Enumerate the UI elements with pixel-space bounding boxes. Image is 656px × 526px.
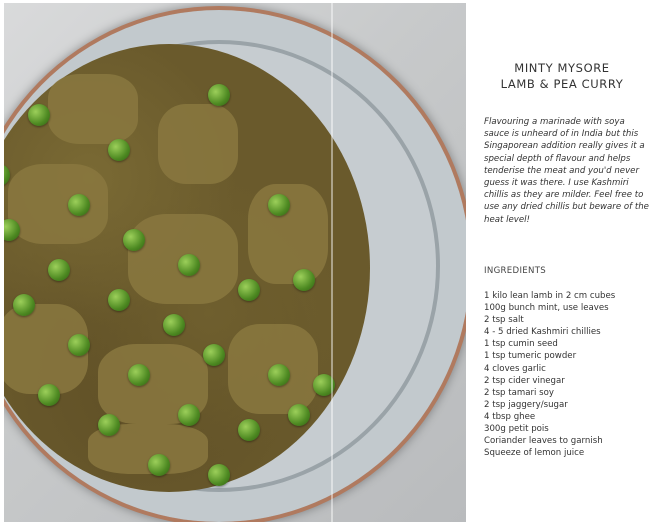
ingredient-item: 4 cloves garlic — [484, 363, 546, 374]
ingredients-list — [484, 290, 615, 459]
ingredient-item: 2 tsp tamari soy — [484, 387, 554, 398]
ingredient-item: 2 tsp salt — [484, 315, 524, 326]
ingredient-item: 1 tsp tumeric powder — [484, 351, 577, 362]
recipe-title — [476, 60, 648, 92]
recipe-title-line-2: LAMB & PEA CURRY — [500, 77, 624, 91]
bowl — [4, 6, 466, 522]
ingredient-item: 1 kilo lean lamb in 2 cm cubes — [484, 291, 616, 301]
curry-bowl-photo — [4, 3, 466, 522]
curry — [4, 44, 370, 492]
ingredient-item: 4 tbsp ghee — [484, 411, 536, 422]
ingredient-item: 300g petit pois — [484, 424, 549, 435]
ingredient-item: 2 tsp cider vinegar — [484, 375, 565, 386]
ingredient-item: Coriander leaves to garnish — [484, 436, 603, 447]
recipe-title-line-1: MINTY MYSORE — [514, 61, 610, 75]
ingredient-item: 4 - 5 dried Kashmiri chillies — [484, 327, 601, 338]
ingredient-item: Squeeze of lemon juice — [484, 448, 585, 459]
ingredient-item: 1 tsp cumin seed — [484, 339, 558, 350]
recipe-text-column — [476, 0, 648, 526]
ingredient-item: 100g bunch mint, use leaves — [484, 303, 609, 314]
ingredient-item: 2 tsp jaggery/sugar — [484, 399, 568, 410]
recipe-intro: Flavouring a marinade with soya sauce is unheard of in India but this Singaporean addition really gives it a special depth of flavour and helps tenderise the meat and you'd never guess it was there. I use Kashmiri chillis as they are milder. Feel free to use any dried chillis but beware of the heat level! — [484, 117, 649, 225]
page-fold — [331, 3, 333, 522]
ingredients-heading: INGREDIENTS — [484, 266, 547, 276]
